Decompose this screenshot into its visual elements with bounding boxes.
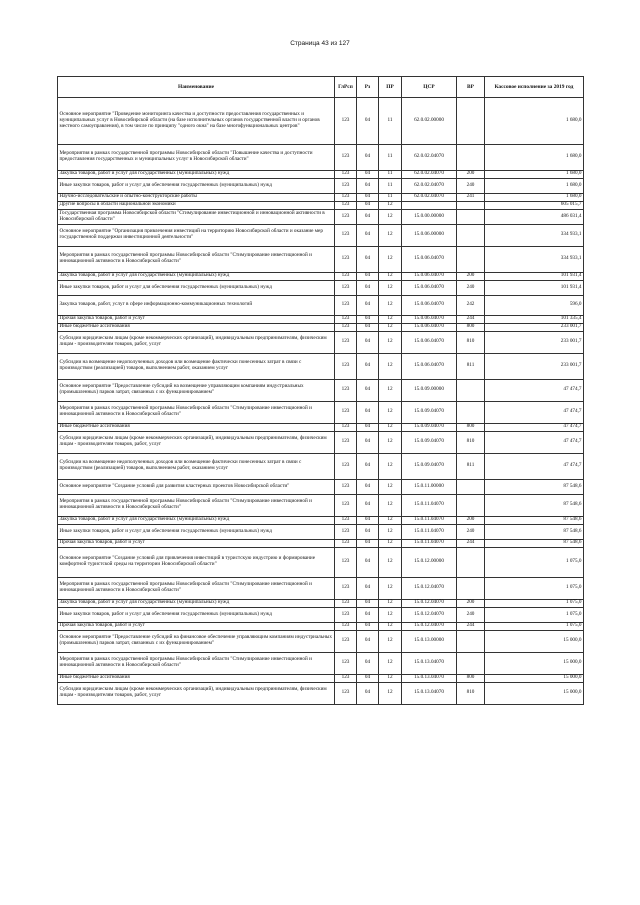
table-row (58, 178, 584, 193)
cell-csr: 15.0.12.04070 (402, 607, 457, 622)
table-row (58, 280, 584, 295)
table-row (58, 479, 584, 494)
cell-name: Иные бюджетные ассигнования (58, 423, 335, 431)
cell-rz: 04 (357, 494, 379, 516)
cell-cash-execution: 334 933,1 (485, 246, 584, 272)
cell-cash-execution: 101 931,4 (485, 280, 584, 295)
cell-name: Субсидии юридическим лицам (кроме некоммерческих организаций), индивидуальным предпринимателям, физическим лицам - производителям товаров, работ, услуг (58, 431, 335, 453)
cell-pr: 12 (379, 652, 402, 674)
cell-rz: 04 (357, 682, 379, 704)
cell-rz: 04 (357, 599, 379, 607)
cell-csr: 15.0.06.04070 (402, 246, 457, 272)
cell-cash-execution: 1 075,0 (485, 599, 584, 607)
cell-rz: 04 (357, 353, 379, 379)
cell-vr (457, 479, 485, 494)
cell-glrsp: 123 (335, 170, 357, 178)
cell-cash-execution: 101 335,4 (485, 315, 584, 323)
cell-csr: 15.0.11.04070 (402, 494, 457, 516)
cell-name: Мероприятия в рамках государственной программы Новосибирской области "Стимулирование инвестиционной и инновационной активности в Новосибирской области" (58, 494, 335, 516)
cell-vr: 241 (457, 193, 485, 201)
cell-glrsp: 123 (335, 539, 357, 547)
cell-csr: 62.0.02.04070 (402, 144, 457, 170)
cell-vr: 800 (457, 323, 485, 331)
cell-rz: 04 (357, 331, 379, 353)
table-row (58, 524, 584, 539)
cell-pr: 12 (379, 295, 402, 315)
cell-rz: 04 (357, 453, 379, 479)
cell-rz: 04 (357, 479, 379, 494)
cell-cash-execution: 1 680,0 (485, 193, 584, 201)
cell-pr: 11 (379, 170, 402, 178)
header-vr: ВР (457, 77, 485, 98)
table-row (58, 674, 584, 682)
cell-pr: 12 (379, 453, 402, 479)
cell-name: Иные закупки товаров, работ и услуг для обеспечения государственных (муниципальных) нужд (58, 524, 335, 539)
cell-glrsp: 123 (335, 209, 357, 224)
cell-pr: 12 (379, 539, 402, 547)
cell-vr (457, 547, 485, 577)
cell-glrsp: 123 (335, 144, 357, 170)
cell-rz: 04 (357, 652, 379, 674)
cell-csr: 15.0.13.04070 (402, 682, 457, 704)
cell-pr: 11 (379, 193, 402, 201)
table-row (58, 423, 584, 431)
cell-csr: 15.0.06.04070 (402, 272, 457, 280)
cell-cash-execution: 87 548,6 (485, 539, 584, 547)
cell-rz: 04 (357, 516, 379, 524)
cell-cash-execution: 1 680,0 (485, 144, 584, 170)
cell-csr: 15.0.06.04070 (402, 295, 457, 315)
cell-name: Основное мероприятие "Организация привлечения инвестиций на территорию Новосибирской области и оказание мер государственной поддержки инвестиционной деятельности" (58, 224, 335, 246)
table-row (58, 379, 584, 401)
cell-cash-execution: 233 001,7 (485, 323, 584, 331)
cell-cash-execution: 47 474,7 (485, 401, 584, 423)
cell-rz: 04 (357, 144, 379, 170)
cell-glrsp: 123 (335, 280, 357, 295)
cell-vr (457, 97, 485, 144)
cell-name: Прочая закупка товаров, работ и услуг (58, 539, 335, 547)
cell-name: Закупка товаров, работ и услуг для государственных (муниципальных) нужд (58, 170, 335, 178)
table-row (58, 272, 584, 280)
cell-csr: 15.0.09.04070 (402, 423, 457, 431)
cell-csr: 15.0.06.04070 (402, 280, 457, 295)
cell-rz: 04 (357, 170, 379, 178)
cell-vr: 200 (457, 272, 485, 280)
cell-cash-execution: 334 933,1 (485, 224, 584, 246)
table-row (58, 494, 584, 516)
cell-pr: 12 (379, 246, 402, 272)
cell-vr (457, 246, 485, 272)
cell-name: Иные закупки товаров, работ и услуг для обеспечения государственных (муниципальных) нужд (58, 178, 335, 193)
cell-name: Мероприятия в рамках государственной программы Новосибирской области "Стимулирование инвестиционной и инновационной активности в Новосибирской области" (58, 246, 335, 272)
cell-rz: 04 (357, 323, 379, 331)
cell-name: Прочая закупка товаров, работ и услуг (58, 315, 335, 323)
cell-pr: 12 (379, 323, 402, 331)
cell-csr: 15.0.12.04070 (402, 622, 457, 630)
cell-glrsp: 123 (335, 630, 357, 652)
cell-vr: 240 (457, 607, 485, 622)
cell-rz: 04 (357, 246, 379, 272)
cell-csr: 62.0.02.04070 (402, 170, 457, 178)
cell-pr: 12 (379, 209, 402, 224)
cell-cash-execution: 233 001,7 (485, 331, 584, 353)
cell-vr: 240 (457, 524, 485, 539)
cell-cash-execution: 233 001,7 (485, 353, 584, 379)
cell-rz: 04 (357, 607, 379, 622)
table-row (58, 353, 584, 379)
cell-pr: 12 (379, 272, 402, 280)
cell-pr: 12 (379, 607, 402, 622)
cell-rz: 04 (357, 401, 379, 423)
cell-csr: 15.0.06.00000 (402, 224, 457, 246)
cell-csr: 15.0.06.04070 (402, 323, 457, 331)
cell-name: Иные закупки товаров, работ и услуг для обеспечения государственных (муниципальных) нужд (58, 607, 335, 622)
table-row (58, 652, 584, 674)
cell-glrsp: 123 (335, 423, 357, 431)
table-row (58, 539, 584, 547)
table-row (58, 295, 584, 315)
cell-vr (457, 630, 485, 652)
cell-name: Закупка товаров, работ и услуг для государственных (муниципальных) нужд (58, 516, 335, 524)
cell-csr: 15.0.11.04070 (402, 516, 457, 524)
table-row (58, 547, 584, 577)
cell-pr: 12 (379, 682, 402, 704)
table-row (58, 246, 584, 272)
table-row (58, 607, 584, 622)
cell-pr: 12 (379, 599, 402, 607)
table-row (58, 323, 584, 331)
cell-glrsp: 123 (335, 379, 357, 401)
cell-name: Закупка товаров, работ и услуг для государственных (муниципальных) нужд (58, 272, 335, 280)
table-row (58, 630, 584, 652)
cell-rz: 04 (357, 547, 379, 577)
cell-rz: 04 (357, 315, 379, 323)
cell-csr: 15.0.09.00000 (402, 379, 457, 401)
cell-pr: 12 (379, 201, 402, 209)
cell-glrsp: 123 (335, 682, 357, 704)
table-row (58, 622, 584, 630)
cell-vr: 200 (457, 170, 485, 178)
cell-vr: 810 (457, 682, 485, 704)
cell-rz: 04 (357, 431, 379, 453)
cell-name: Субсидии юридическим лицам (кроме некоммерческих организаций), индивидуальным предпринимателям, физическим лицам - производителям товаров, работ, услуг (58, 331, 335, 353)
cell-cash-execution: 1 075,0 (485, 577, 584, 599)
cell-name: Закупка товаров, работ и услуг для государственных (муниципальных) нужд (58, 599, 335, 607)
cell-name: Иные бюджетные ассигнования (58, 674, 335, 682)
cell-pr: 12 (379, 577, 402, 599)
cell-name: Иные закупки товаров, работ и услуг для обеспечения государственных (муниципальных) нужд (58, 280, 335, 295)
cell-csr: 15.0.09.04070 (402, 401, 457, 423)
budget-execution-table (57, 76, 584, 705)
cell-csr: 15.0.13.00000 (402, 630, 457, 652)
cell-cash-execution: 1 680,0 (485, 97, 584, 144)
cell-name: Иные бюджетные ассигнования (58, 323, 335, 331)
cell-csr: 15.0.06.04070 (402, 353, 457, 379)
cell-rz: 04 (357, 178, 379, 193)
cell-vr: 200 (457, 516, 485, 524)
cell-glrsp: 123 (335, 622, 357, 630)
cell-vr: 810 (457, 331, 485, 353)
cell-name: Государственная программа Новосибирской области "Стимулирование инвестиционной и инновационной активности в Новосибирской области" (58, 209, 335, 224)
cell-cash-execution: 87 548,6 (485, 516, 584, 524)
cell-glrsp: 123 (335, 331, 357, 353)
table-row (58, 431, 584, 453)
page-number-header: Страница 43 из 127 (290, 40, 350, 47)
cell-name: Прочая закупка товаров, работ и услуг (58, 622, 335, 630)
cell-csr: 15.0.06.04070 (402, 331, 457, 353)
cell-rz: 04 (357, 209, 379, 224)
cell-cash-execution: 47 474,7 (485, 423, 584, 431)
cell-cash-execution: 15 000,0 (485, 674, 584, 682)
cell-glrsp: 123 (335, 295, 357, 315)
cell-glrsp: 123 (335, 224, 357, 246)
cell-cash-execution: 486 031,4 (485, 209, 584, 224)
cell-glrsp: 123 (335, 97, 357, 144)
cell-vr: 242 (457, 295, 485, 315)
cell-rz: 04 (357, 539, 379, 547)
cell-pr: 11 (379, 97, 402, 144)
cell-vr: 240 (457, 178, 485, 193)
cell-csr: 15.0.12.00000 (402, 547, 457, 577)
cell-pr: 11 (379, 144, 402, 170)
table-row (58, 331, 584, 353)
cell-vr (457, 379, 485, 401)
table-row (58, 453, 584, 479)
cell-pr: 12 (379, 401, 402, 423)
cell-pr: 12 (379, 280, 402, 295)
cell-name: Мероприятия в рамках государственной программы Новосибирской области "Повышение качества и доступности предоставления государственных и муниципальных услуг в Новосибирской области" (58, 144, 335, 170)
cell-pr: 12 (379, 494, 402, 516)
cell-glrsp: 123 (335, 607, 357, 622)
cell-pr: 12 (379, 630, 402, 652)
cell-rz: 04 (357, 193, 379, 201)
cell-vr (457, 201, 485, 209)
cell-pr: 12 (379, 674, 402, 682)
cell-csr: 62.0.02.04070 (402, 178, 457, 193)
table-header-row (58, 77, 584, 98)
cell-csr: 15.0.09.04070 (402, 431, 457, 453)
cell-csr (402, 201, 457, 209)
cell-glrsp: 123 (335, 401, 357, 423)
cell-cash-execution: 15 000,0 (485, 682, 584, 704)
cell-name: Основное мероприятие "Проведение мониторинга качества и доступности предоставления государственных и муниципальных услуг в Новосибирской области (на базе исполнительных органов государственной власти и органов местного самоуправления), в том числе по принципу "одного окна" на базе многофункциональных центров" (58, 97, 335, 144)
cell-rz: 04 (357, 674, 379, 682)
cell-pr: 12 (379, 622, 402, 630)
cell-pr: 12 (379, 516, 402, 524)
cell-rz: 04 (357, 379, 379, 401)
cell-csr: 62.0.02.04070 (402, 193, 457, 201)
cell-name: Основное мероприятие "Предоставление субсидий на финансовое обеспечение управляющим компаниям индустриальных (промышленных) парков затрат, связанных с их функционированием" (58, 630, 335, 652)
table-row (58, 577, 584, 599)
cell-cash-execution: 101 931,4 (485, 272, 584, 280)
cell-vr: 810 (457, 431, 485, 453)
cell-cash-execution: 87 548,6 (485, 524, 584, 539)
cell-csr: 15.0.11.04070 (402, 539, 457, 547)
cell-name: Субсидии на возмещение недополученных доходов или возмещение фактически понесенных затрат в связи с производством (реализацией) товаров, выполнением работ, оказанием услуг (58, 453, 335, 479)
table-row (58, 170, 584, 178)
cell-cash-execution: 87 548,6 (485, 494, 584, 516)
cell-glrsp: 123 (335, 494, 357, 516)
cell-name: Основное мероприятие "Создание условий для привлечения инвестиций в туристскую индустрию и формирование комфортной туристской среды на территории Новосибирской области" (58, 547, 335, 577)
cell-name: Основное мероприятие "Создание условий для развития кластерных проектов Новосибирской области" (58, 479, 335, 494)
cell-cash-execution: 1 680,0 (485, 178, 584, 193)
cell-name: Другие вопросы в области национальной экономики (58, 201, 335, 209)
cell-csr: 15.0.06.04070 (402, 315, 457, 323)
header-pr: ПР (379, 77, 402, 98)
cell-rz: 04 (357, 577, 379, 599)
cell-vr: 800 (457, 674, 485, 682)
cell-csr: 15.0.12.04070 (402, 577, 457, 599)
cell-cash-execution: 1 075,0 (485, 607, 584, 622)
cell-rz: 04 (357, 272, 379, 280)
table-row (58, 209, 584, 224)
cell-pr: 12 (379, 379, 402, 401)
table-row (58, 193, 584, 201)
cell-name: Субсидии на возмещение недополученных доходов или возмещение фактически понесенных затрат в связи с производством (реализацией) товаров, выполнением работ, оказанием услуг (58, 353, 335, 379)
cell-csr: 15.0.13.04070 (402, 652, 457, 674)
cell-rz: 04 (357, 423, 379, 431)
cell-cash-execution: 47 474,7 (485, 431, 584, 453)
cell-vr (457, 209, 485, 224)
cell-name: Мероприятия в рамках государственной программы Новосибирской области "Стимулирование инвестиционной и инновационной активности в Новосибирской области" (58, 577, 335, 599)
cell-glrsp: 123 (335, 315, 357, 323)
cell-pr: 12 (379, 353, 402, 379)
table-row (58, 516, 584, 524)
table-row (58, 144, 584, 170)
cell-pr: 12 (379, 431, 402, 453)
table-row (58, 224, 584, 246)
cell-pr: 11 (379, 178, 402, 193)
cell-rz: 04 (357, 630, 379, 652)
header-csr: ЦСР (402, 77, 457, 98)
cell-pr: 12 (379, 224, 402, 246)
cell-vr: 800 (457, 423, 485, 431)
cell-vr (457, 224, 485, 246)
cell-cash-execution: 47 474,7 (485, 453, 584, 479)
cell-name: Основное мероприятие "Предоставление субсидий на возмещение управляющим компаниям индустриальных (промышленных) парков затрат, связанных с их функционированием" (58, 379, 335, 401)
cell-csr: 62.0.02.00000 (402, 97, 457, 144)
cell-cash-execution: 605 015,7 (485, 201, 584, 209)
cell-glrsp: 123 (335, 353, 357, 379)
cell-vr (457, 494, 485, 516)
cell-vr: 811 (457, 353, 485, 379)
cell-glrsp: 123 (335, 272, 357, 280)
cell-rz: 04 (357, 622, 379, 630)
cell-glrsp: 123 (335, 453, 357, 479)
cell-pr: 12 (379, 331, 402, 353)
cell-glrsp: 123 (335, 599, 357, 607)
cell-pr: 12 (379, 479, 402, 494)
table-row (58, 599, 584, 607)
cell-vr (457, 577, 485, 599)
cell-cash-execution: 1 075,0 (485, 547, 584, 577)
cell-vr: 200 (457, 599, 485, 607)
cell-pr: 12 (379, 524, 402, 539)
cell-csr: 15.0.09.04070 (402, 453, 457, 479)
cell-cash-execution: 47 474,7 (485, 379, 584, 401)
cell-vr (457, 652, 485, 674)
table-body (58, 97, 584, 704)
cell-glrsp: 123 (335, 431, 357, 453)
cell-glrsp: 123 (335, 193, 357, 201)
cell-cash-execution: 87 548,6 (485, 479, 584, 494)
cell-pr: 12 (379, 315, 402, 323)
cell-cash-execution: 1 075,0 (485, 622, 584, 630)
header-glrsp: ГлРсп (335, 77, 357, 98)
table-row (58, 401, 584, 423)
cell-cash-execution: 15 000,0 (485, 630, 584, 652)
cell-csr: 15.0.12.04070 (402, 599, 457, 607)
cell-rz: 04 (357, 224, 379, 246)
cell-vr (457, 144, 485, 170)
cell-glrsp: 123 (335, 516, 357, 524)
table-row (58, 201, 584, 209)
cell-csr: 15.0.11.04070 (402, 524, 457, 539)
cell-glrsp: 123 (335, 178, 357, 193)
cell-name: Мероприятия в рамках государственной программы Новосибирской области "Стимулирование инвестиционной и инновационной активности в Новосибирской области" (58, 652, 335, 674)
cell-csr: 15.0.00.00000 (402, 209, 457, 224)
cell-glrsp: 123 (335, 547, 357, 577)
cell-glrsp: 123 (335, 479, 357, 494)
cell-rz: 04 (357, 280, 379, 295)
cell-name: Закупка товаров, работ, услуг в сфере информационно-коммуникационных технологий (58, 295, 335, 315)
cell-pr: 12 (379, 423, 402, 431)
cell-cash-execution: 1 680,0 (485, 170, 584, 178)
cell-glrsp: 123 (335, 577, 357, 599)
header-cash-execution: Кассовое исполнение за 2019 год (485, 77, 584, 98)
cell-vr: 244 (457, 315, 485, 323)
cell-glrsp: 123 (335, 323, 357, 331)
cell-cash-execution: 15 000,0 (485, 652, 584, 674)
cell-vr: 811 (457, 453, 485, 479)
cell-name: Научно-исследовательские и опытно-конструкторские работы (58, 193, 335, 201)
cell-glrsp: 123 (335, 652, 357, 674)
header-rz: Рз (357, 77, 379, 98)
cell-pr: 12 (379, 547, 402, 577)
cell-csr: 15.0.11.00000 (402, 479, 457, 494)
header-name: Наименование (58, 77, 335, 98)
cell-csr: 15.0.13.04070 (402, 674, 457, 682)
cell-rz: 04 (357, 201, 379, 209)
table-row (58, 97, 584, 144)
cell-glrsp: 123 (335, 674, 357, 682)
cell-name: Субсидии юридическим лицам (кроме некоммерческих организаций), индивидуальным предпринимателям, физическим лицам - производителям товаров, работ, услуг (58, 682, 335, 704)
cell-rz: 04 (357, 295, 379, 315)
cell-vr: 244 (457, 622, 485, 630)
cell-name: Мероприятия в рамках государственной программы Новосибирской области "Стимулирование инвестиционной и инновационной активности в Новосибирской области" (58, 401, 335, 423)
cell-rz: 04 (357, 524, 379, 539)
table-row (58, 315, 584, 323)
cell-vr: 240 (457, 280, 485, 295)
cell-cash-execution: 596,0 (485, 295, 584, 315)
cell-vr: 244 (457, 539, 485, 547)
cell-rz: 04 (357, 97, 379, 144)
table-row (58, 682, 584, 704)
cell-glrsp: 123 (335, 524, 357, 539)
cell-glrsp: 123 (335, 201, 357, 209)
cell-vr (457, 401, 485, 423)
cell-glrsp: 123 (335, 246, 357, 272)
